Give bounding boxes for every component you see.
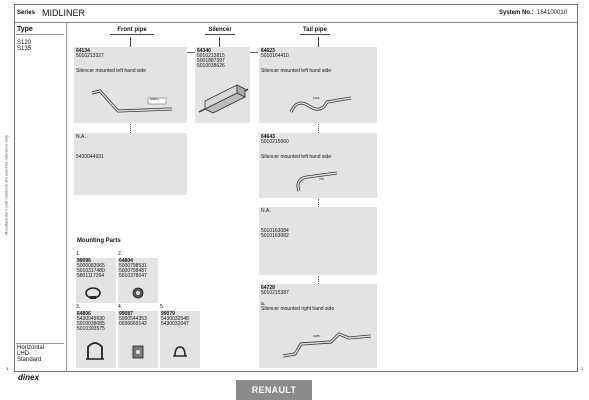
mounting-part-box[interactable] <box>118 311 158 368</box>
front-connector <box>130 37 131 47</box>
mounting-index: 2. <box>118 251 123 257</box>
column-silencer: Silencer <box>205 27 235 35</box>
clamp-icon <box>84 286 102 300</box>
mounting-part-box[interactable] <box>76 258 116 303</box>
part-ref: 5801117294 <box>77 273 105 279</box>
page-number-right: 1 <box>581 366 584 371</box>
part-number: 64804 <box>119 258 133 264</box>
dotted-separator <box>130 124 131 133</box>
tail-connector <box>318 37 319 47</box>
tail-pipe-drawing <box>287 92 357 118</box>
part-number: N.A. <box>76 134 86 140</box>
page-number-left: 1 <box>6 366 9 371</box>
part-ref: 0036669142 <box>119 321 147 327</box>
part-ref: 5010038626 <box>197 63 225 69</box>
dotted-separator <box>318 124 319 133</box>
sidebar-divider <box>66 22 67 372</box>
clamp-icon <box>172 345 188 359</box>
dimension-label: 1102 <box>313 96 320 100</box>
bracket-icon <box>130 343 146 361</box>
part-description: Silencer mounted left hand side <box>76 68 147 74</box>
column-front-pipe: Front pipe <box>110 27 154 35</box>
part-ref: 5430032047 <box>161 321 189 327</box>
part-number: 64134 <box>76 48 90 54</box>
part-number: 99096 <box>77 258 91 264</box>
tail-pipe-part-box-4[interactable] <box>259 284 377 368</box>
mounting-index: 3. <box>76 304 81 310</box>
mounting-index: 1. <box>76 251 81 257</box>
dotted-separator <box>318 199 319 207</box>
part-number: 64643 <box>261 134 275 140</box>
type-divider <box>16 34 64 35</box>
dotted-separator <box>318 276 319 284</box>
part-ref: 5010393575 <box>77 326 105 332</box>
part-ref: 5000083065 <box>77 263 105 269</box>
tail-pipe-drawing <box>279 330 375 364</box>
part-number: 64806 <box>77 311 91 317</box>
part-ref: 5000544353 <box>119 316 147 322</box>
part-number: 64340 <box>197 48 211 54</box>
header-divider <box>14 22 578 23</box>
part-ref: 5430049930 <box>77 316 105 322</box>
clamp-icon <box>84 339 106 363</box>
part-ref: 5010164410 <box>261 53 289 59</box>
system-number-value: 164100010 <box>537 10 568 16</box>
part-description: Silencer mounted left hand side <box>261 68 332 74</box>
part-ref: 5010215387 <box>261 290 289 296</box>
system-number-label: System No.: <box>499 10 534 16</box>
part-ref: 5000798531 <box>119 263 147 269</box>
type-s135: S135 <box>17 46 32 52</box>
part-ref: 5000798487 <box>119 268 147 274</box>
part-number: 64728 <box>261 285 275 291</box>
front-silencer-link <box>187 52 195 53</box>
part-ref: 5010039085 <box>77 321 105 327</box>
tail-pipe-drawing <box>293 169 343 195</box>
part-ref: 5010163084 <box>261 228 289 234</box>
series-value: MIDLINER <box>42 8 86 18</box>
position-line-1: Horizontal <box>17 345 45 351</box>
reference-disclaimer <box>2 30 10 340</box>
reference-disclaimer-text: Manufacturer's part numbers are used for reference only <box>3 135 9 235</box>
front-pipe-drawing <box>88 85 178 113</box>
part-number: 64623 <box>261 48 275 54</box>
rubber-mount-icon <box>130 285 146 301</box>
part-ref: 5010317480 <box>77 268 105 274</box>
part-ref: 5010213327 <box>76 53 104 59</box>
part-ref: 5010163082 <box>261 233 289 239</box>
tail-pipe-part-box-1[interactable] <box>259 47 377 123</box>
mounting-parts-title: Mounting Parts <box>77 238 121 244</box>
dimension-label: 3080 k <box>150 97 160 101</box>
brand-label: RENAULT <box>236 380 312 400</box>
type-s120: S120 <box>17 40 32 46</box>
dimension-label: 1085 <box>313 334 320 338</box>
mounting-index: 5. <box>160 304 165 310</box>
tail-pipe-part-box-2[interactable] <box>259 133 377 198</box>
front-pipe-alt-box[interactable] <box>74 133 187 195</box>
series-label: Series <box>17 10 36 16</box>
silencer-tail-link <box>250 52 258 53</box>
position-divider <box>16 343 64 344</box>
mounting-part-box[interactable] <box>160 311 200 368</box>
position-line-3: Standard <box>17 357 42 363</box>
part-ref: 5010215060 <box>261 139 289 145</box>
mounting-part-box[interactable] <box>118 258 158 303</box>
part-number: 99079 <box>161 311 175 317</box>
dimension-label: 700 <box>319 177 325 181</box>
part-description: Silencer mounted left hand side <box>261 154 332 160</box>
part-ref: 5430032048 <box>161 316 189 322</box>
part-number: 99087 <box>119 311 133 317</box>
part-description: Silencer mounted right hand side <box>261 306 335 312</box>
dinex-logo: dinex <box>18 373 39 382</box>
column-tail-pipe: Tail pipe <box>300 27 330 35</box>
part-ref: 5010378047 <box>119 273 147 279</box>
type-label: Type <box>17 26 33 33</box>
part-ref: 5001887397 <box>197 58 225 64</box>
mounting-index: 4. <box>118 304 123 310</box>
part-ref: 5430044931 <box>76 154 104 160</box>
mounting-part-box[interactable] <box>76 311 116 368</box>
part-ref: 5010213815 <box>197 53 225 59</box>
part-note: a. <box>261 301 266 307</box>
position-line-2: LHD <box>17 351 30 357</box>
part-number: N.A. <box>261 208 271 214</box>
tail-pipe-part-box-3[interactable] <box>259 207 377 275</box>
front-pipe-part-box[interactable] <box>74 47 187 123</box>
silencer-part-box[interactable] <box>195 47 250 123</box>
silencer-drawing <box>197 79 249 119</box>
silencer-connector <box>219 37 220 47</box>
